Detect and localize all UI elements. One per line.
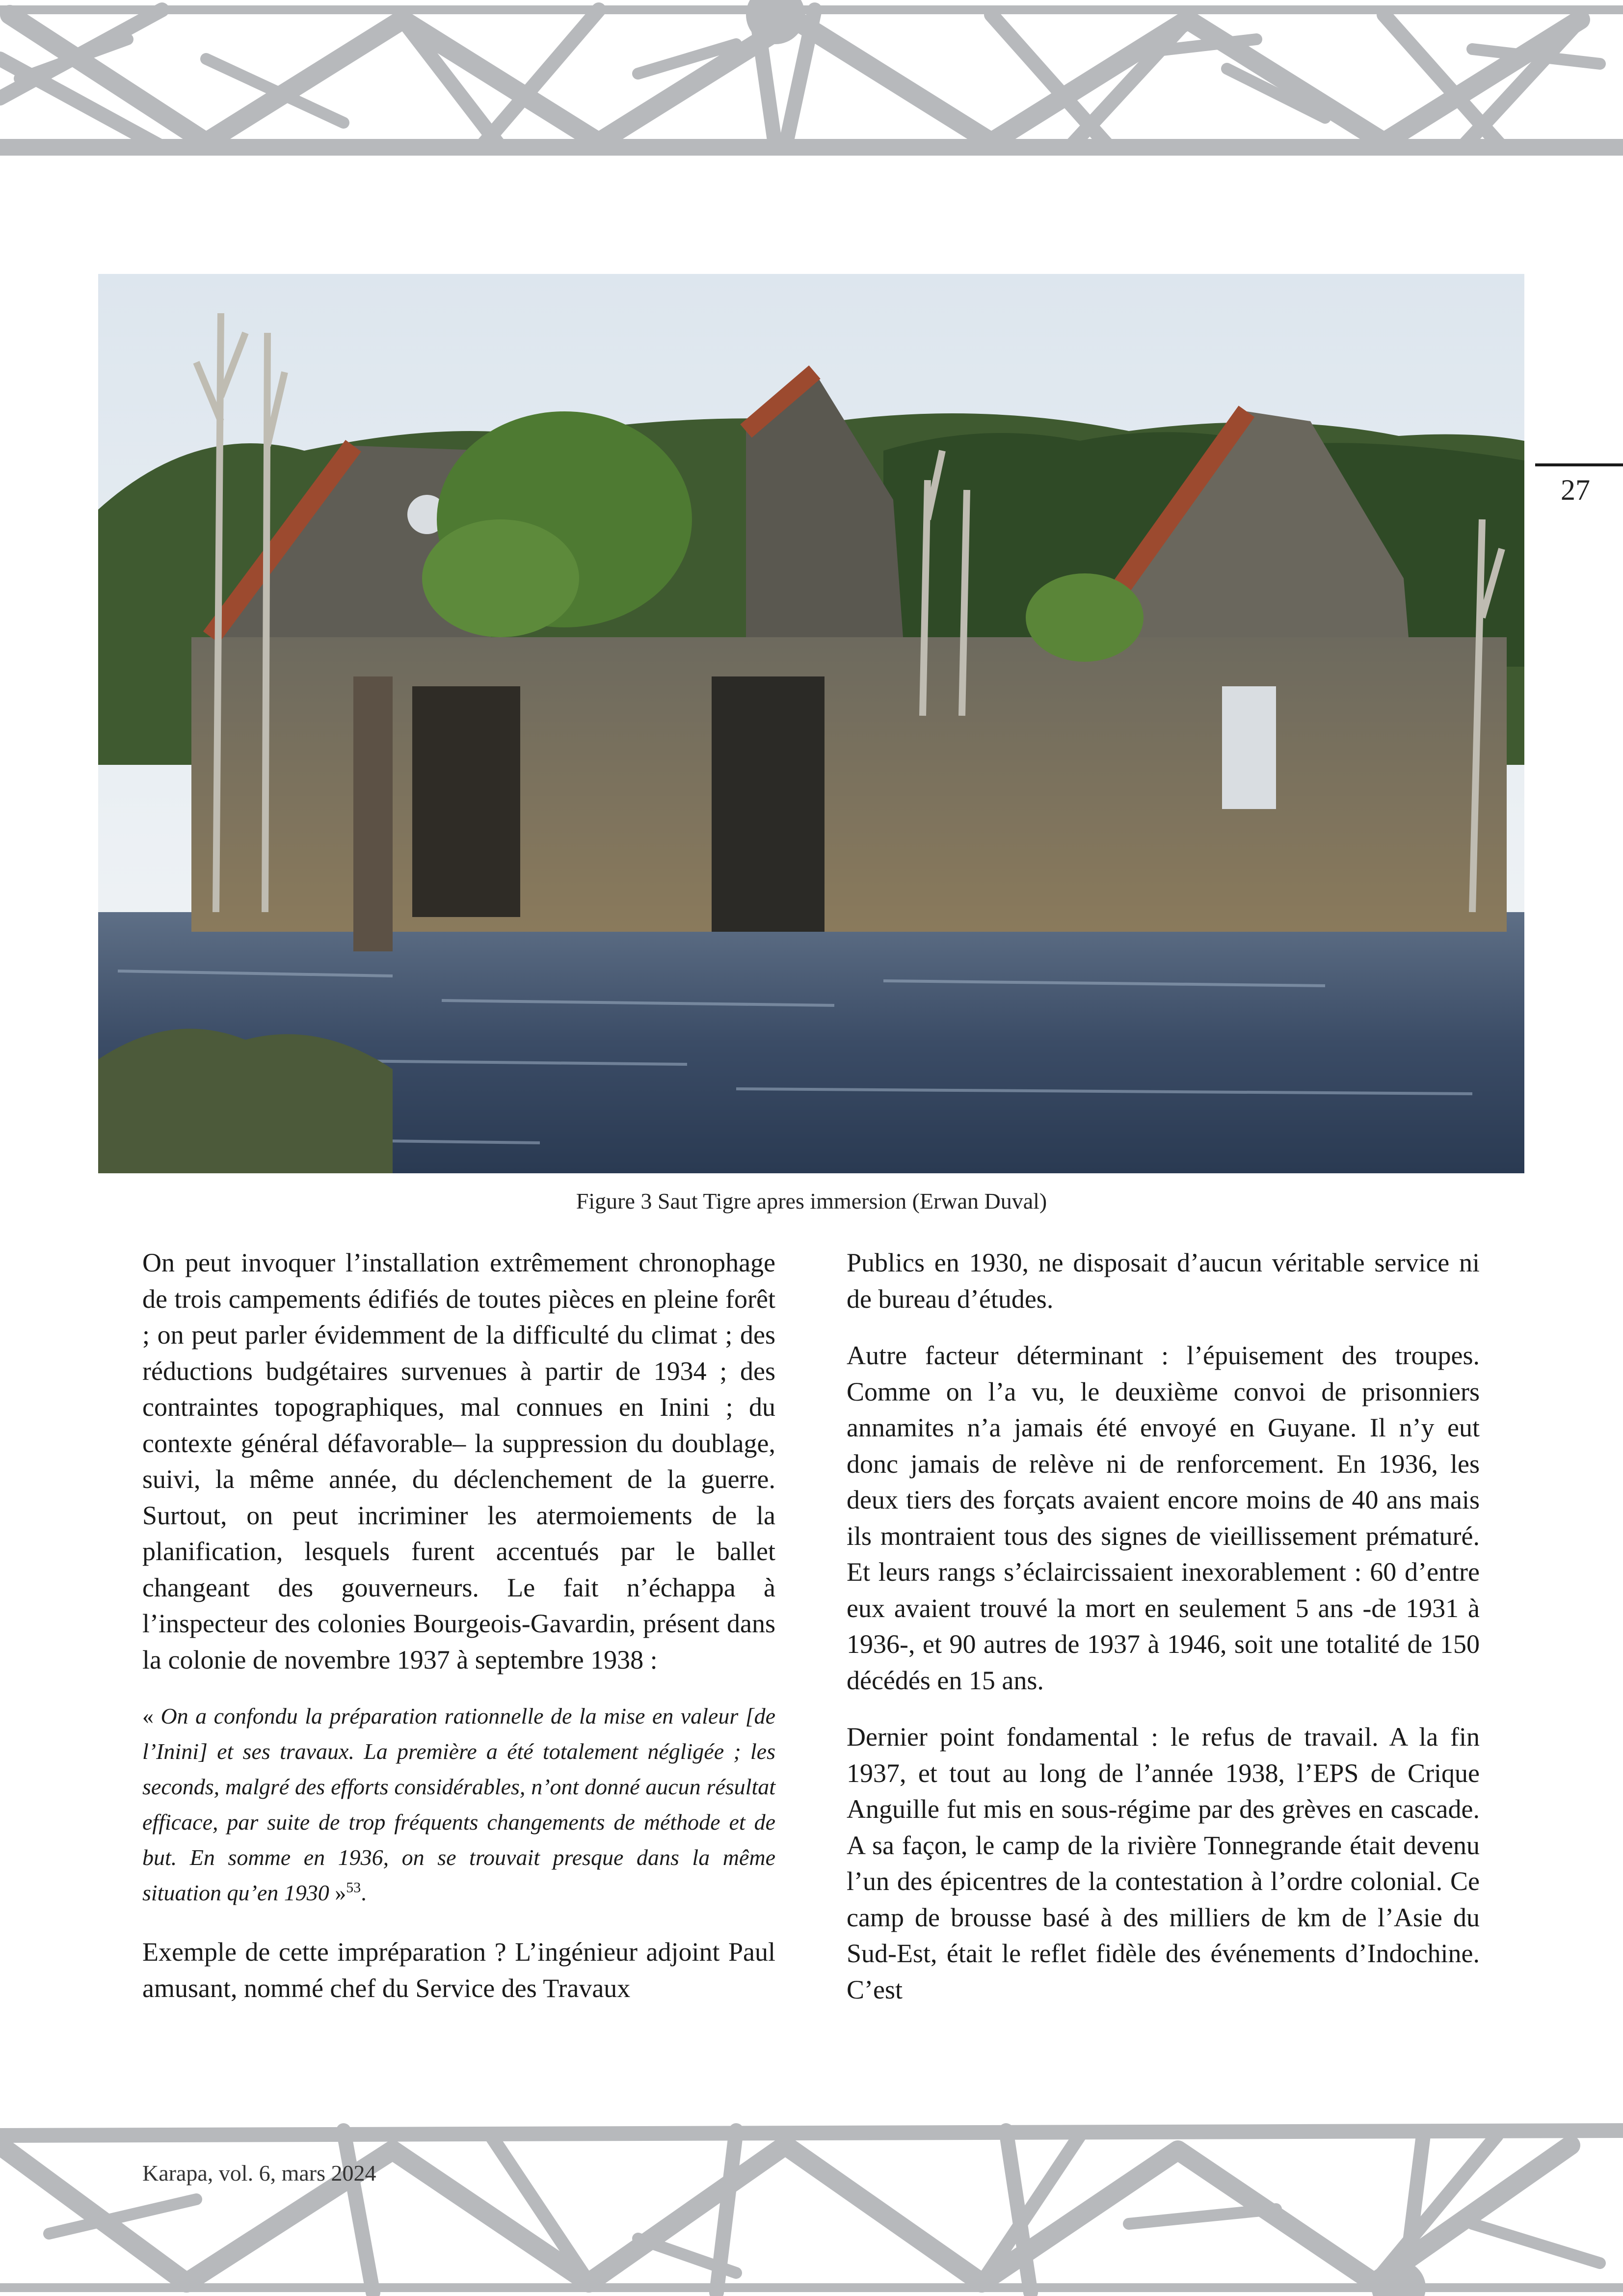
figure-caption: Figure 3 Saut Tigre apres immersion (Erwan Duval) bbox=[576, 1189, 1047, 1214]
page-number-rule bbox=[1535, 463, 1623, 466]
left-text-column bbox=[142, 1245, 775, 2027]
ruins-in-water-photo bbox=[98, 274, 1524, 1173]
paragraph: On peut invoquer l’installation extrêmement chronophage de trois campements édifiés de toutes pièces en pleine forêt ; on peut parler évidemment de la difficulté du climat ; des réductions budgétaires survenues à partir de 1934 ; des contraintes topographiques, mal connues en Inini ; du contexte général défavorable– la suppression du doublage, suivi, la même année, du déclenchement de la guerre. Surtout, on peut incriminer les atermoiements de la planification, lesquels furent accentués par le ballet changeant des gouverneurs. Le fait n’échappa à l’inspecteur des colonies Bourgeois-Gavardin, présent dans la colonie de novembre 1937 à septembre 1938 : bbox=[142, 1248, 775, 1675]
figure-photo bbox=[98, 274, 1524, 1173]
block-quote bbox=[142, 1699, 775, 1911]
page-number: 27 bbox=[1561, 474, 1590, 506]
woven-pattern-bottom bbox=[0, 2116, 1623, 2296]
woven-pattern-top bbox=[0, 0, 1623, 162]
quote-end: . bbox=[361, 1880, 367, 1905]
paragraph: Exemple de cette impréparation ? L’ingénieur adjoint Paul amusant, nommé chef du Service des Travaux bbox=[142, 1937, 775, 2003]
paragraph: Dernier point fondamental : le refus de travail. A la fin 1937, et tout au long de l’année 1938, l’EPS de Crique Anguille fut mis en sous-régime par des grèves en cascade. A sa façon, le camp de la rivière Tonnegrande était devenu l’un des épicentres de la contestation à l’ordre colonial. Ce camp de brousse basé à des milliers de km de l’Asie du Sud-Est, était le reflet fidèle des événements d’Indochine. C’est bbox=[847, 1722, 1480, 2004]
footer-journal-reference: Karapa, vol. 6, mars 2024 bbox=[142, 2161, 376, 2186]
quote-open-mark: « bbox=[142, 1703, 161, 1729]
paragraph: Publics en 1930, ne disposait d’aucun véritable service ni de bureau d’études. bbox=[847, 1248, 1480, 1314]
footnote-ref[interactable]: 53 bbox=[346, 1879, 361, 1896]
bottom-decorative-band bbox=[0, 2116, 1623, 2296]
quote-close-mark: » bbox=[329, 1880, 346, 1905]
paragraph: Autre facteur déterminant : l’épuisement des troupes. Comme on l’a vu, le deuxième convoi de prisonniers annamites n’a jamais été envoyé en Guyane. Il n’y eut donc jamais de relève ni de renforcement. En 1936, les deux tiers des forçats avaient encore moins de 40 ans mais ils montraient tous des signes de vieillissement prématuré. Et leurs rangs s’éclaircissaient inexorablement : 60 d’entre eux avaient trouvé la mort en seulement 5 ans -de 1931 à 1936-, et 90 autres de 1937 à 1946, soit une totalité de 150 décédés en 15 ans. bbox=[847, 1341, 1480, 1695]
top-decorative-band bbox=[0, 0, 1623, 162]
right-text-column bbox=[847, 1245, 1480, 2028]
quote-text: On a confondu la préparation rationnelle de la mise en valeur [de l’Inini] et ses travaux. La première a été totalement négligée ; les seconds, malgré des efforts considérables, n’ont donné aucun résultat efficace, par suite de trop fréquents changements de méthode et de but. En somme en 1936, on se trouvait presque dans la même situation qu’en 1930 bbox=[142, 1703, 775, 1905]
